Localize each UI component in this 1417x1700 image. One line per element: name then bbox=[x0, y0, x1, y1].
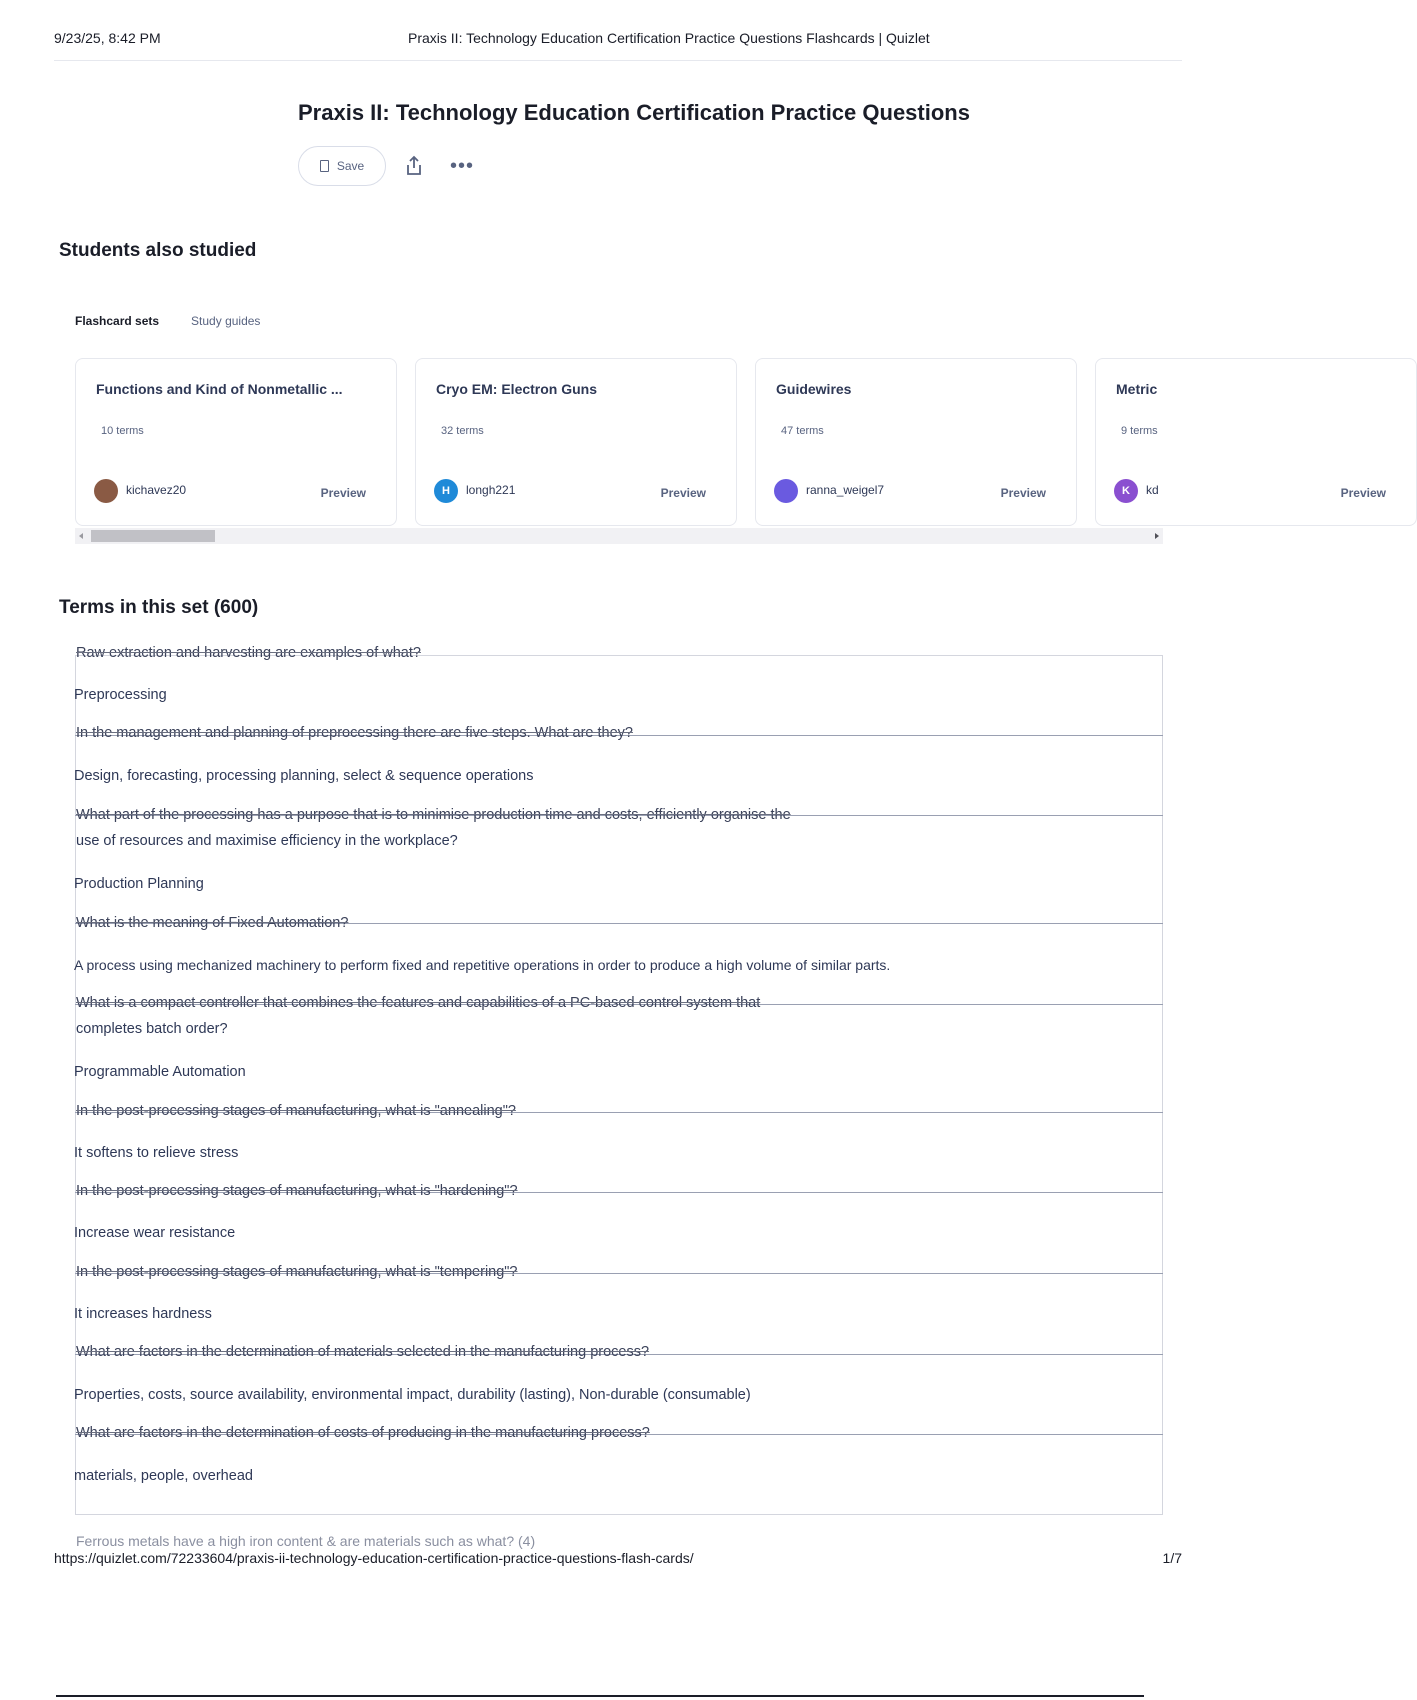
term-definition: Properties, costs, source availability, environmental impact, durability (lasting), Non-durable (consumable) bbox=[74, 1387, 751, 1403]
scroll-left-arrow-icon[interactable] bbox=[79, 533, 83, 539]
preview-button[interactable]: Preview bbox=[1340, 486, 1386, 500]
save-label: Save bbox=[336, 159, 365, 173]
flashcard-set-carousel bbox=[75, 358, 1386, 528]
scroll-right-arrow-icon[interactable] bbox=[1155, 533, 1159, 539]
carousel-scrollbar[interactable] bbox=[75, 528, 1163, 544]
set-card-title: Cryo EM: Electron Guns bbox=[436, 381, 598, 397]
term-question-line2: completes batch order? bbox=[76, 1021, 228, 1037]
next-term-cutoff: Ferrous metals have a high iron content & are materials such as what? (4) bbox=[76, 1533, 536, 1549]
students-also-studied-heading: Students also studied bbox=[59, 240, 257, 261]
share-icon[interactable] bbox=[402, 154, 426, 178]
more-options-icon[interactable]: ••• bbox=[450, 155, 475, 177]
avatar: H bbox=[434, 479, 458, 503]
term-question: What part of the processing has a purpose that is to minimise production time and costs, efficiently organise the bbox=[76, 807, 791, 823]
also-studied-tabs bbox=[75, 314, 260, 328]
set-card-username[interactable]: longh221 bbox=[466, 483, 516, 497]
page-number: 1/7 bbox=[1162, 1550, 1182, 1566]
print-doc-title: Praxis II: Technology Education Certification Practice Questions Flashcards | Quizlet bbox=[408, 30, 930, 46]
scrollbar-thumb[interactable] bbox=[91, 530, 215, 542]
term-question: What are factors in the determination of costs of producing in the manufacturing process? bbox=[76, 1425, 650, 1441]
set-card-title: Metric bbox=[1116, 381, 1158, 397]
set-card-username[interactable]: kd bbox=[1146, 483, 1159, 497]
save-button[interactable] bbox=[298, 146, 386, 186]
terms-list bbox=[75, 655, 1163, 1515]
term-question: What are factors in the determination of materials selected in the manufacturing process? bbox=[76, 1344, 650, 1360]
term-definition: materials, people, overhead bbox=[74, 1468, 253, 1484]
term-definition: Preprocessing bbox=[74, 687, 167, 703]
set-actions bbox=[298, 146, 474, 186]
term-question: Raw extraction and harvesting are examples of what? bbox=[76, 645, 421, 661]
terms-heading: Terms in this set (600) bbox=[59, 597, 259, 618]
term-question: In the management and planning of preprocessing there are five steps. What are they? bbox=[76, 725, 633, 741]
term-definition: Design, forecasting, processing planning, select & sequence operations bbox=[74, 768, 534, 784]
term-definition: It softens to relieve stress bbox=[74, 1145, 239, 1161]
print-date: 9/23/25, 8:42 PM bbox=[54, 30, 161, 46]
term-definition: A process using mechanized machinery to perform fixed and repetitive operations in order to produce a high volume of similar parts. bbox=[74, 957, 891, 973]
set-card[interactable] bbox=[415, 358, 737, 526]
term-definition: Production Planning bbox=[74, 876, 204, 892]
tab-study-guides[interactable]: Study guides bbox=[191, 314, 261, 328]
preview-button[interactable]: Preview bbox=[320, 486, 366, 500]
set-card[interactable] bbox=[1095, 358, 1417, 526]
set-card-term-count: 10 terms bbox=[101, 425, 144, 437]
preview-button[interactable]: Preview bbox=[1000, 486, 1046, 500]
print-header bbox=[54, 30, 1146, 50]
set-card-title: Guidewires bbox=[776, 381, 852, 397]
term-definition: Programmable Automation bbox=[74, 1064, 246, 1080]
print-url: https://quizlet.com/72233604/praxis-ii-technology-education-certification-practice-questions-flash-cards/ bbox=[54, 1550, 694, 1566]
set-card[interactable] bbox=[755, 358, 1077, 526]
preview-button[interactable]: Preview bbox=[660, 486, 706, 500]
page-bottom-rule bbox=[56, 1695, 1144, 1697]
tab-flashcard-sets[interactable]: Flashcard sets bbox=[75, 314, 160, 328]
set-card-username[interactable]: kichavez20 bbox=[126, 483, 187, 497]
set-card-term-count: 32 terms bbox=[441, 425, 484, 437]
header-divider bbox=[54, 60, 1182, 61]
set-card-term-count: 9 terms bbox=[1121, 425, 1158, 437]
bookmark-icon bbox=[320, 160, 329, 172]
set-card-title: Functions and Kind of Nonmetallic ... bbox=[96, 381, 343, 397]
avatar bbox=[94, 479, 118, 503]
set-title: Praxis II: Technology Education Certification Practice Questions bbox=[298, 100, 970, 125]
print-footer bbox=[54, 1550, 1182, 1570]
set-card[interactable] bbox=[75, 358, 397, 526]
term-question: In the post-processing stages of manufacturing, what is "tempering"? bbox=[76, 1264, 518, 1280]
term-question: What is a compact controller that combines the features and capabilities of a PC-based control system that bbox=[76, 995, 761, 1011]
set-card-username[interactable]: ranna_weigel7 bbox=[806, 483, 885, 497]
term-question-line2: use of resources and maximise efficiency in the workplace? bbox=[76, 833, 458, 849]
term-definition: Increase wear resistance bbox=[74, 1225, 236, 1241]
term-question: In the post-processing stages of manufacturing, what is "hardening"? bbox=[76, 1183, 518, 1199]
term-question: In the post-processing stages of manufacturing, what is "annealing"? bbox=[76, 1103, 516, 1119]
set-card-term-count: 47 terms bbox=[781, 425, 824, 437]
term-question: What is the meaning of Fixed Automation? bbox=[76, 915, 349, 931]
avatar bbox=[774, 479, 798, 503]
avatar: K bbox=[1114, 479, 1138, 503]
term-definition: It increases hardness bbox=[74, 1306, 212, 1322]
